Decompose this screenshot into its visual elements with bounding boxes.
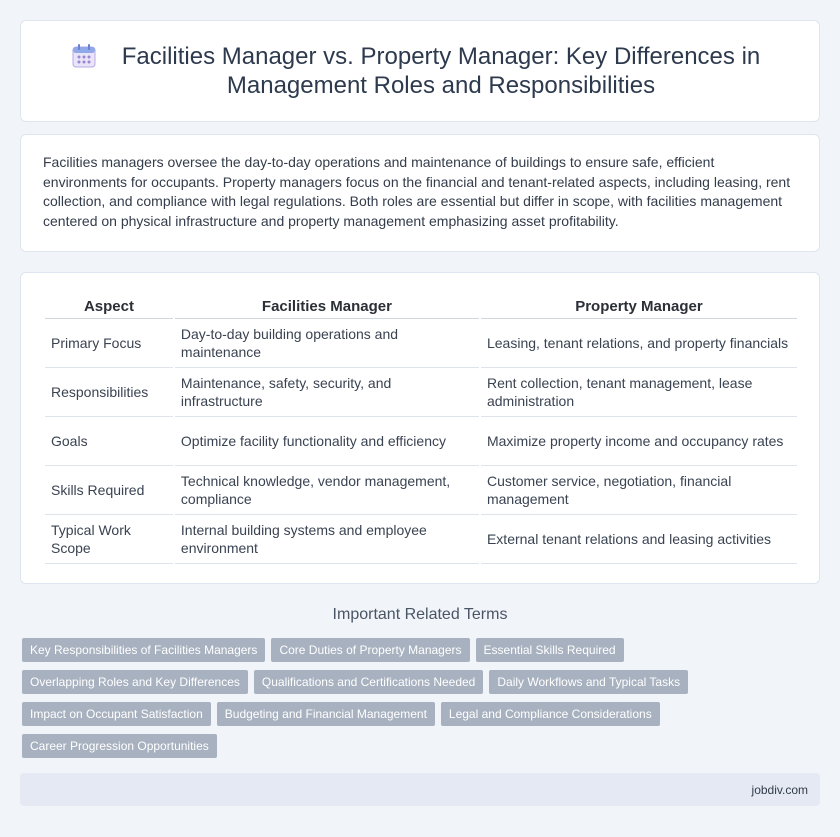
cell-property: External tenant relations and leasing activities [481, 515, 797, 564]
cell-property: Leasing, tenant relations, and property financials [481, 319, 797, 368]
related-tag[interactable]: Overlapping Roles and Key Differences [22, 670, 248, 694]
cell-aspect: Primary Focus [45, 319, 173, 368]
comparison-table [43, 291, 799, 564]
cell-property: Customer service, negotiation, financial management [481, 466, 797, 515]
table-header-row [45, 291, 797, 319]
title-card [20, 20, 820, 122]
cell-facilities: Internal building systems and employee environment [175, 515, 479, 564]
table-row [45, 368, 797, 417]
cell-aspect: Responsibilities [45, 368, 173, 417]
cell-aspect: Skills Required [45, 466, 173, 515]
related-tag[interactable]: Qualifications and Certifications Needed [254, 670, 483, 694]
cell-property: Maximize property income and occupancy rates [481, 417, 797, 466]
footer-site[interactable]: jobdiv.com [751, 782, 808, 797]
cell-facilities: Day-to-day building operations and maintenance [175, 319, 479, 368]
title-wrap [70, 42, 770, 100]
related-tag[interactable]: Legal and Compliance Considerations [441, 702, 660, 726]
related-terms-tags [22, 638, 812, 758]
intro-text: Facilities managers oversee the day-to-day operations and maintenance of buildings to ensure safe, efficient environments for occupants. Property managers focus on the financial and tenant-related aspects, including leasing, rent collection, and compliance with legal regulations. Both roles are essential but differ in scope, with facilities management centered on physical infrastructure and property management emphasizing asset profitability. [43, 154, 791, 229]
related-terms-title: Important Related Terms [332, 606, 508, 623]
cell-aspect: Goals [45, 417, 173, 466]
comparison-table-card [20, 272, 820, 584]
header-aspect: Aspect [45, 291, 173, 319]
calendar-icon [70, 42, 98, 70]
footer [20, 773, 820, 806]
table-row [45, 319, 797, 368]
related-tag[interactable]: Essential Skills Required [476, 638, 624, 662]
related-tag[interactable]: Budgeting and Financial Management [217, 702, 435, 726]
table-row [45, 466, 797, 515]
cell-facilities: Maintenance, safety, security, and infrastructure [175, 368, 479, 417]
related-tag[interactable]: Career Progression Opportunities [22, 734, 217, 758]
header-property-manager: Property Manager [481, 291, 797, 319]
related-tag[interactable]: Core Duties of Property Managers [271, 638, 469, 662]
cell-aspect: Typical Work Scope [45, 515, 173, 564]
table-row [45, 417, 797, 466]
related-tag[interactable]: Impact on Occupant Satisfaction [22, 702, 211, 726]
cell-facilities: Technical knowledge, vendor management, compliance [175, 466, 479, 515]
table-row [45, 515, 797, 564]
page-title: Facilities Manager vs. Property Manager: Key Differences in Management Roles and Responsibilities [121, 43, 761, 99]
header-facilities-manager: Facilities Manager [175, 291, 479, 319]
intro-card [20, 134, 820, 252]
cell-property: Rent collection, tenant management, lease administration [481, 368, 797, 417]
related-tag[interactable]: Key Responsibilities of Facilities Managers [22, 638, 265, 662]
related-tag[interactable]: Daily Workflows and Typical Tasks [489, 670, 688, 694]
cell-facilities: Optimize facility functionality and efficiency [175, 417, 479, 466]
